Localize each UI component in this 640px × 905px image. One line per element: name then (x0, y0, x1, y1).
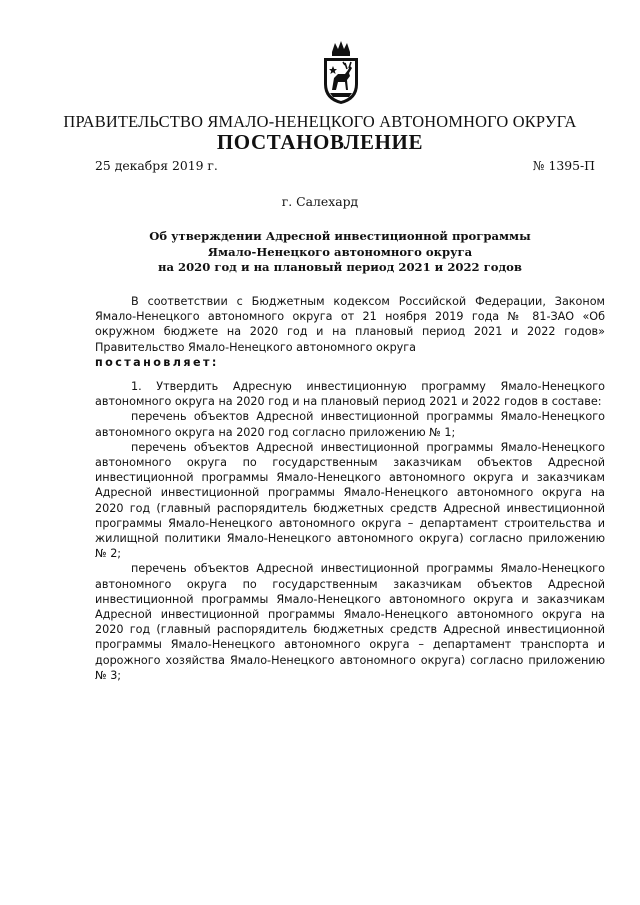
document-city: г. Салехард (281, 194, 359, 209)
title-line-3: на 2020 год и на плановый период 2021 и 2022 годов (158, 260, 522, 274)
decree-word: постановляет: (95, 355, 219, 369)
title-line-2: Ямало-Ненецкого автономного округа (207, 244, 473, 259)
document-date: 25 декабря 2019 г. (95, 158, 218, 173)
list-item: перечень объектов Адресной инвестиционной программы Ямало-Ненецкого автономного округа по государственным заказчикам объектов Адресной инвестиционной программы Ямало-Ненецкого автономного округа и заказчикам Адресной инвестиционной программы Ямало-Ненецкого автономного округа на 2020 год (главный распорядитель бюджетных средств Адресной инвестиционной программы Ямало-Ненецкого автономного округа – департамент транспорта и дорожного хозяйства Ямало-Ненецкого автономного округа) согласно приложению № 3; (95, 562, 605, 682)
list-item: перечень объектов Адресной инвестиционной программы Ямало-Ненецкого автономного округа на 2020 год согласно приложению № 1; (95, 410, 605, 439)
list-item: перечень объектов Адресной инвестиционной программы Ямало-Ненецкого автономного округа по государственным заказчикам объектов Адресной инвестиционной программы Ямало-Ненецкого автономного округа и заказчикам Адресной инвестиционной программы Ямало-Ненецкого автономного округа на 2020 год (главный распорядитель бюджетных средств Адресной инвестиционной программы Ямало-Ненецкого автономного округа – департамент строительства и жилищной политики Ямало-Ненецкого автономного округа) согласно приложению № 2; (95, 440, 605, 561)
document-number: № 1395-П (532, 158, 595, 173)
document-body (95, 294, 605, 683)
title-line-1: Об утверждении Адресной инвестиционной программы (149, 229, 531, 243)
document-title (120, 229, 560, 276)
intro-paragraph: В соответствии с Бюджетным кодексом Российской Федерации, Законом Ямало-Ненецкого автономного округа от 21 ноября 2019 года № 81-ЗАО «Об окружном бюджете на 2020 год и на плановый период 2021 и 2022 годов» Правительство Ямало-Ненецкого автономного округа (95, 295, 605, 354)
document-type: ПОСТАНОВЛЕНИЕ (216, 130, 424, 154)
government-name: ПРАВИТЕЛЬСТВО ЯМАЛО-НЕНЕЦКОГО АВТОНОМНОГО ОКРУГА (63, 112, 577, 131)
coat-of-arms-icon (318, 40, 364, 106)
item-1-paragraph: 1. Утвердить Адресную инвестиционную программу Ямало-Ненецкого автономного округа на 2020 год и на плановый период 2021 и 2022 годов в составе: (95, 380, 605, 409)
